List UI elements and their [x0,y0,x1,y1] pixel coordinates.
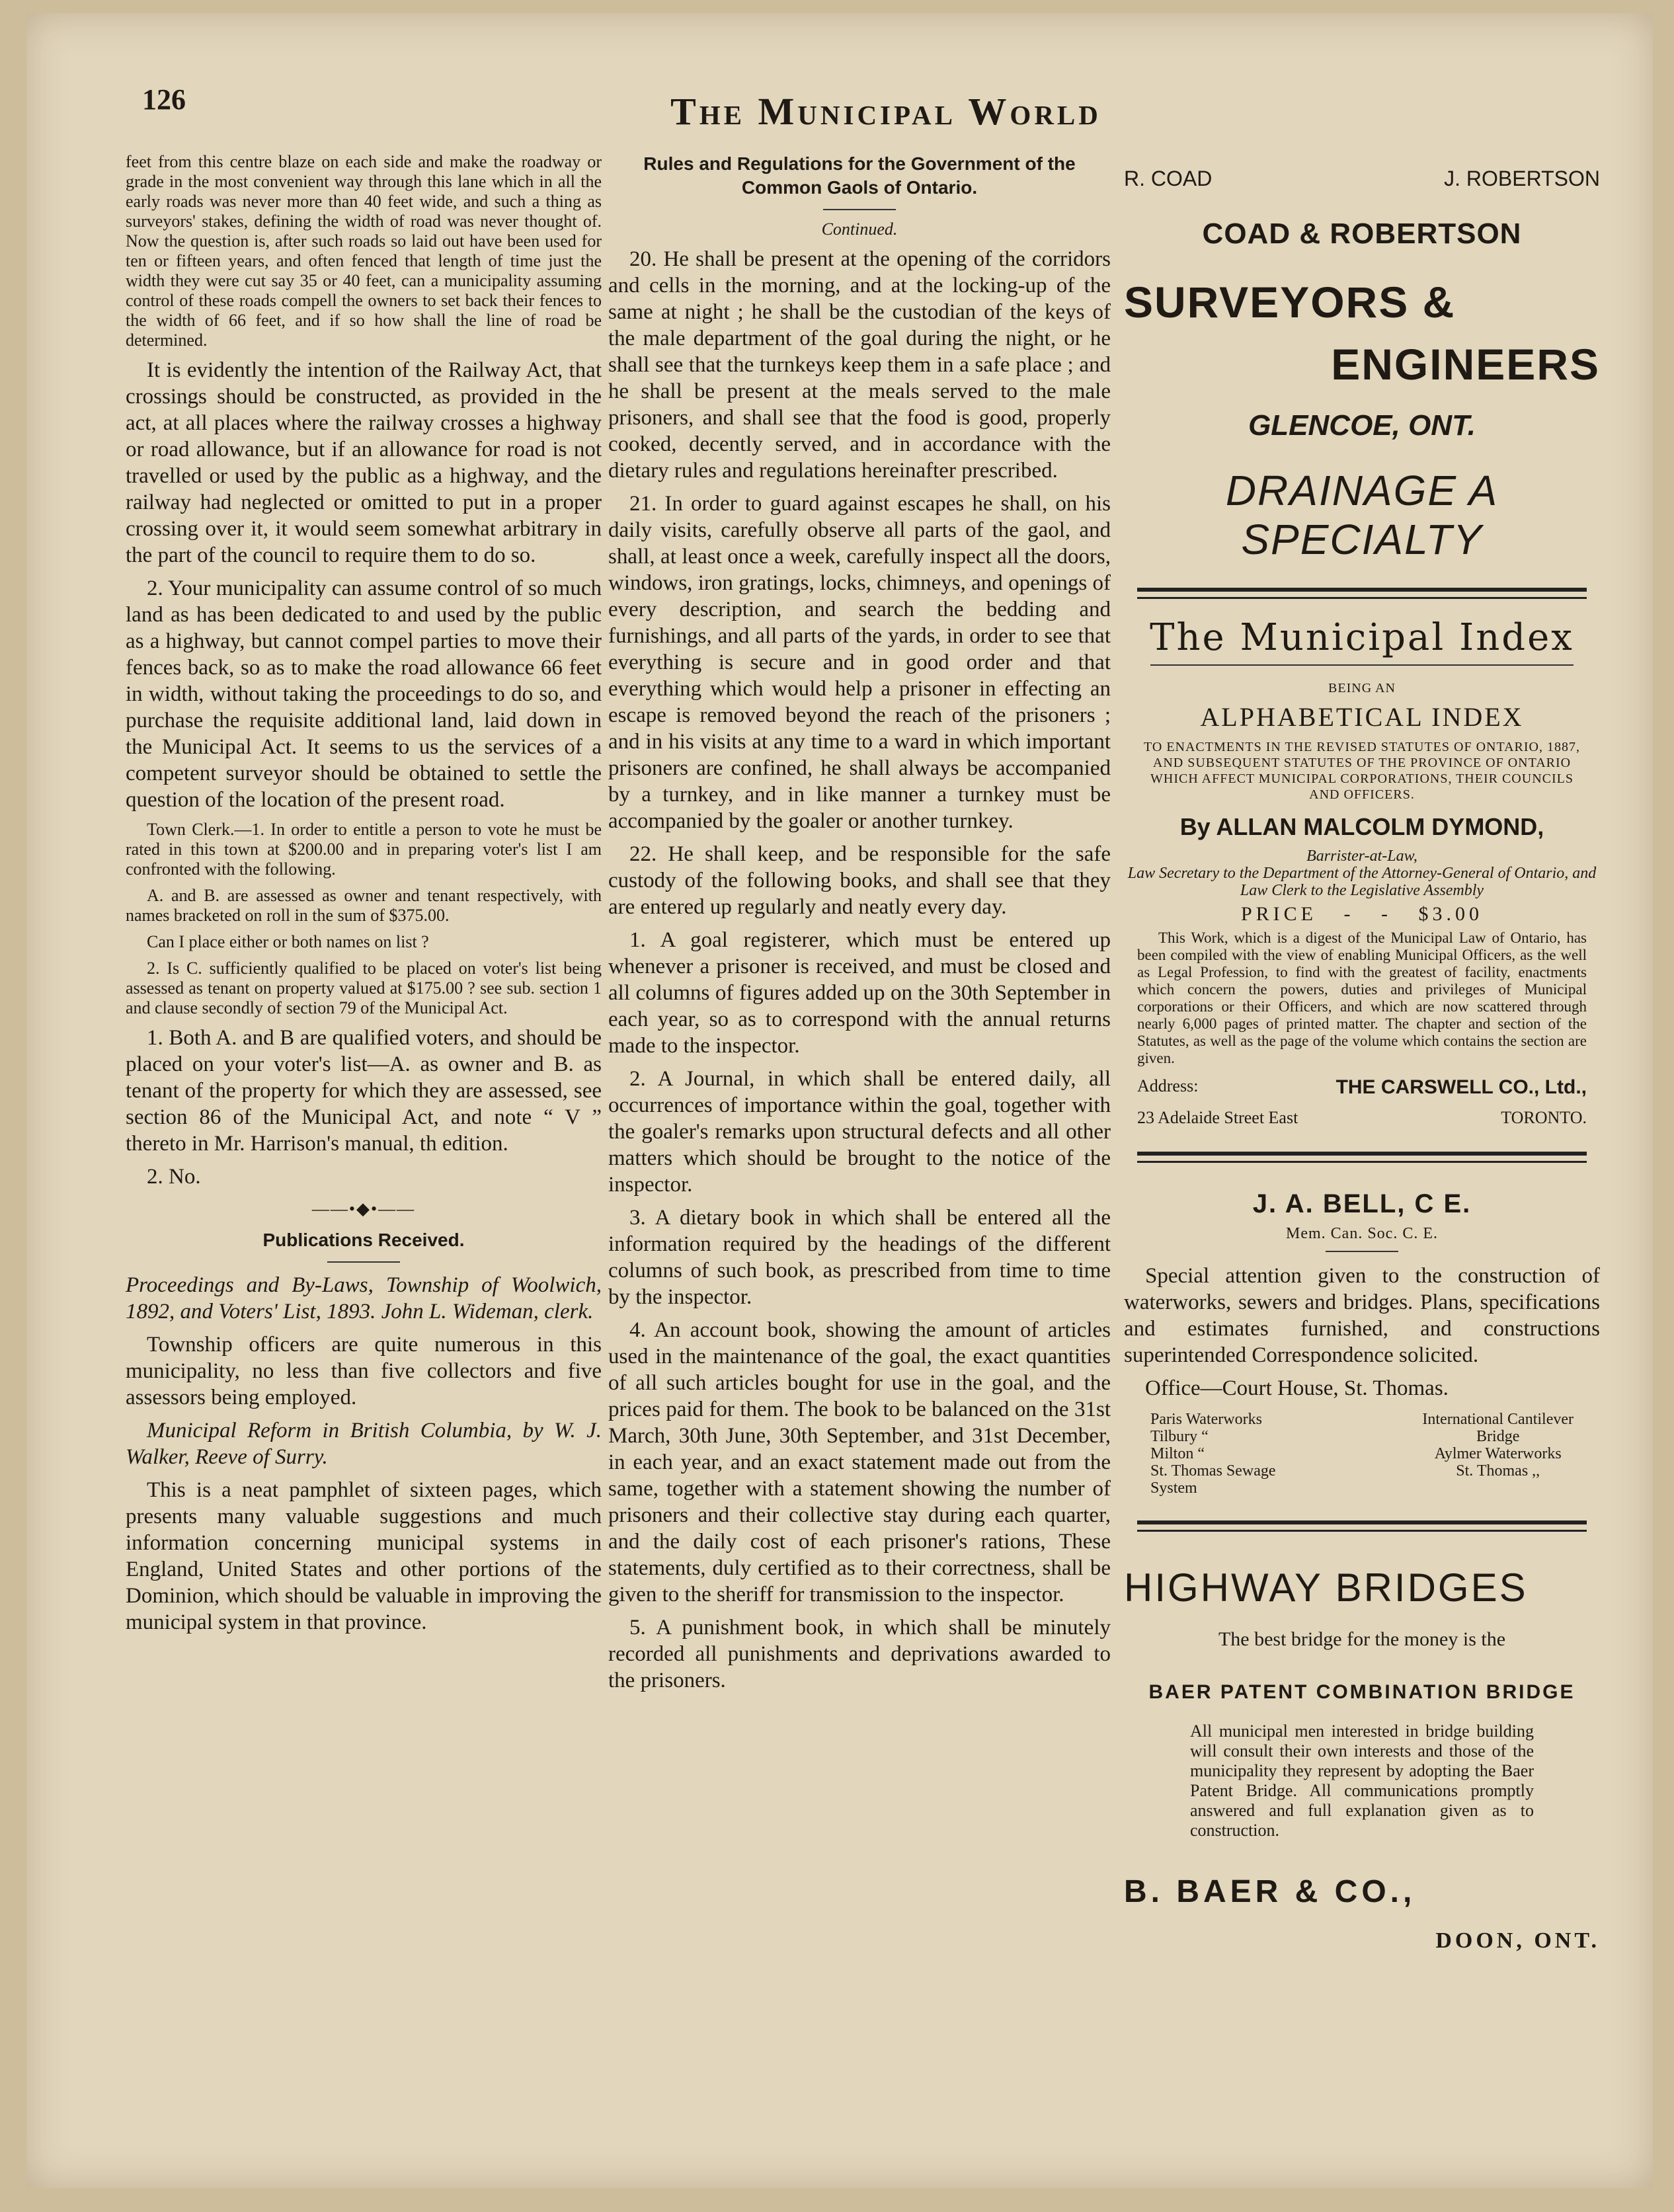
double-rule [1137,588,1587,599]
address-label: Address: [1137,1076,1199,1095]
works-list [1124,1411,1600,1497]
bell-membership: Mem. Can. Soc. C. E. [1286,1225,1438,1242]
book-1: 1. A goal registerer, which must be entered up whenever a prisoner is received, and must be closed and all columns of figures added up on the 30th September in each year, so as to correspond with the annual returns made to the inspector. [608,928,1111,1058]
drainage-specialty: DRAINAGE A SPECIALTY [1225,467,1499,563]
divider [823,209,896,210]
baer-company: B. BAER & CO., [1124,1874,1416,1909]
bell-text: Special attention given to the construction of waterworks, sewers and bridges. Plans, specifications and estimates furnished, and constructions superintended Correspondence solicited. [1124,1264,1600,1367]
paragraph: 2. No. [147,1165,201,1189]
being-an: BEING AN [1328,681,1396,695]
price-line [1124,903,1600,926]
works-item: Bridge [1476,1428,1520,1445]
works-item: St. Thomas Sewage [1150,1462,1276,1480]
paragraph: Town Clerk.—1. In order to entitle a person to vote he must be rated in this town at $200.00 and in preparing voter's list I am confronted with the following. [126,820,602,879]
municipal-index-title: The Municipal Index [1150,616,1574,659]
divider [327,1261,400,1263]
column-3-ads [1124,152,1600,1954]
double-rule [1137,1152,1587,1163]
paragraph: 2. Your municipality can assume control of so much land as has been dedicated to and used by the public as a highway, but cannot compel parties to move their fences back, so as to make the road allowance 66 feet in width, without taking the proceedings to do so, and purchase the requisite additional land, laid down in the Municipal Act. It seems to us the services of a competent surveyor should be obtained to settle the question of the location of the present road. [126,576,602,812]
publisher-name: THE CARSWELL CO., Ltd., [1335,1076,1587,1098]
book-2: 2. A Journal, in which shall be entered daily, all occurrences of importance within the goal, together with the goaler's remarks upon structural defects and all other matters which should be brought to the notice of the inspector. [608,1067,1111,1197]
double-rule [1137,1521,1587,1532]
publisher-line [1124,1076,1600,1099]
works-left [1150,1411,1276,1497]
bridge-text: All municipal men interested in bridge building will consult their own interests and those of the municipality they represent by adopting the Baer Patent Bridge. All communications promptly answered and full explanation given as to construction. [1190,1721,1534,1840]
name-robertson: J. ROBERTSON [1444,167,1600,190]
works-item: International Cantilever [1422,1411,1574,1428]
paragraph: A. and B. are assessed as owner and tenant respectively, with names bracketed on roll in the sum of $375.00. [126,886,602,925]
alphabetical-index: ALPHABETICAL INDEX [1200,702,1524,732]
works-item: St. Thomas ,, [1456,1462,1540,1480]
book-4: 4. An account book, showing the amount of articles used in the maintenance of the goal, the exact quantities of all such articles bought for use in the goal, and the prices paid for them. The book to be balanced on the 31st March, 30th June, 30th September, and 31st December, in each year, and an exact statement made out from the same, together with a statement showing the number of prisoners and their collective stay during each quarter, and the daily cost of each prisoner's rations, These statements, duly certified as to their correctness, shall be given to the sheriff for transmission to the inspector. [608,1318,1111,1606]
works-item: Tilbury “ [1150,1428,1209,1445]
rules-heading: Rules and Regulations for the Government of the Common Gaols of Ontario. [643,153,1076,198]
rule-20: 20. He shall be present at the opening of the corridors and cells in the morning, and at the locking-up of the same at night ; he shall be the custodian of the keys of the male department of the goal during the night, or he shall see that the turnkeys keep them in a safe place ; and he shall be present at the meals served to the male prisoners, and shall see that the food is good, properly cooked, decently served, and in accordance with the dietary rules and regulations hereinafter prescribed. [608,247,1111,483]
divider [1150,664,1574,666]
price-label: PRICE [1240,903,1318,925]
paragraph: Can I place either or both names on list ? [147,932,429,951]
engineers-heading: ENGINEERS [1331,340,1600,389]
paragraph: It is evidently the intention of the Railway Act, that crossings should be constructed, as provided in the act, at all places where the railway crosses a highway or road allowance, but if an allowance for road is not travelled or used by the public as a highway, and the railway had neglected or omitted to put in a proper crossing over it, it would seem somewhat arbitrary in the part of the council to require them to do so. [126,358,602,567]
works-item: Aylmer Waterworks [1434,1445,1562,1462]
author-post: Law Secretary to the Department of the Attorney-General of Ontario, and Law Clerk to the Legislative Assembly [1127,865,1597,899]
works-item: Paris Waterworks [1150,1411,1262,1428]
firm-town: GLENCOE, ONT. [1248,409,1476,442]
continued-label: Continued. [821,219,898,239]
bell-office: Office—Court House, St. Thomas. [1145,1376,1449,1400]
highway-bridges-title: HIGHWAY BRIDGES [1124,1565,1528,1610]
paragraph: 1. Both A. and B are qualified voters, and should be placed on your voter's list—A. as owner and B. as tenant of the property for which they are assessed, see section 86 of the Municipal Act, and note “ V ” thereto in Mr. Harrison's manual, th edition. [126,1026,602,1156]
surveyors-heading: SURVEYORS & [1124,278,1456,327]
ornament-divider: ——•◆•—— [311,1199,416,1218]
price-dashes: - - [1326,903,1419,925]
works-item: System [1150,1480,1197,1497]
publication-title: Municipal Reform in British Columbia, by W. J. Walker, Reeve of Surry. [126,1419,602,1469]
author-title: Barrister-at-Law, [1306,848,1417,865]
bell-name: J. A. BELL, C E. [1252,1189,1472,1218]
book-3: 3. A dietary book in which shall be entered all the information required by the headings of the different columns of such book, as prescribed from time to time by the inspector. [608,1206,1111,1309]
rule-21: 21. In order to guard against escapes he shall, on his daily visits, carefully observe all parts of the gaol, and shall, at least once a week, carefully inspect all the doors, windows, iron gratings, locks, chimneys, and openings of every description, and search the bedding and furnishings, and all parts of the yards, in order to see that everything is secure and in good order and that everything which would help a prisoner in effecting an escape is removed beyond the reach of the prisoners ; and in his visits at any time to a ward in which important prisoners are confined, he shall always be accompanied by a turnkey, and in like manner a turnkey must be accompanied by the goaler or another turnkey. [608,492,1111,833]
paragraph: 2. Is C. sufficiently qualified to be placed on voter's list being assessed as tenant on property valued at $175.00 ? see sub. section 1 and clause secondly of section 79 of the Municipal Act. [126,959,602,1017]
newspaper-page [26,13,1653,2188]
masthead: The Municipal World [670,90,1101,133]
works-item: Milton “ [1150,1445,1205,1462]
page-number: 126 [142,83,186,116]
city: TORONTO. [1501,1108,1587,1127]
column-1 [126,152,602,1642]
best-bridge: The best bridge for the money is the [1218,1628,1506,1650]
author-byline: By ALLAN MALCOLM DYMOND, [1179,813,1544,840]
paragraph: feet from this centre blaze on each side and make the roadway or grade in the most convenient way through this lane which in all the early roads was never more than 40 feet wide, and such a thing as surveyors' stakes, defining the width of road was never thought of. Now the question is, after such roads so laid out have been used for ten or fifteen years, and often fenced that length of time just the width they were cut say 35 or 40 feet, can a municipality assuming control of these roads compell the owners to set back their fences to the width of 66 feet, and if so how shall the line of road be determined. [126,152,602,350]
rule-22: 22. He shall keep, and be responsible for the safe custody of the following books, and shall see that they are entered up regularly and neatly every day. [608,842,1111,919]
coad-robertson-names [1124,167,1600,191]
baer-patent-bridge: BAER PATENT COMBINATION BRIDGE [1148,1681,1575,1703]
street-address: 23 Adelaide Street East [1137,1108,1298,1127]
index-body: This Work, which is a digest of the Municipal Law of Ontario, has been compiled with the view of enabling Municipal Officers, as the well as Legal Profession, to find with the greatest of facility, enactments which concern the powers, duties and privileges of Municipal corporations or their Officers, and which are now scattered through nearly 6,000 pages of printed matter. The chapter and section of the Statutes, as well as the page of the volume which contains the section are given. [1137,929,1587,1066]
publications-heading: Publications Received. [262,1230,465,1250]
paragraph: Township officers are quite numerous in this municipality, no less than five collectors and five assessors being employed. [126,1333,602,1409]
divider [1326,1251,1398,1252]
works-right [1422,1411,1574,1497]
index-description: TO ENACTMENTS IN THE REVISED STATUTES OF ONTARIO, 1887, AND SUBSEQUENT STATUTES OF THE PROVINCE OF ONTARIO WHICH AFFECT MUNICIPAL CORPORATIONS, THEIR COUNCILS AND OFFICERS. [1144,740,1580,802]
publisher-address [1124,1108,1600,1128]
publication-title: Proceedings and By-Laws, Township of Woolwich, 1892, and Voters' List, 1893. John L. Wideman, clerk. [126,1273,602,1323]
column-2 [608,152,1111,1700]
paragraph: This is a neat pamphlet of sixteen pages, which presents many valuable suggestions and much information concerning municipal systems in England, United States and other portions of the Dominion, which should be valuable in improving the municipal system in that province. [126,1478,602,1634]
name-coad: R. COAD [1124,167,1213,190]
book-5: 5. A punishment book, in which shall be minutely recorded all punishments and deprivations awarded to the prisoners. [608,1616,1111,1692]
price-value: $3.00 [1418,903,1483,925]
doon-ont: DOON, ONT. [1435,1928,1600,1953]
firm-name: COAD & ROBERTSON [1202,217,1522,250]
